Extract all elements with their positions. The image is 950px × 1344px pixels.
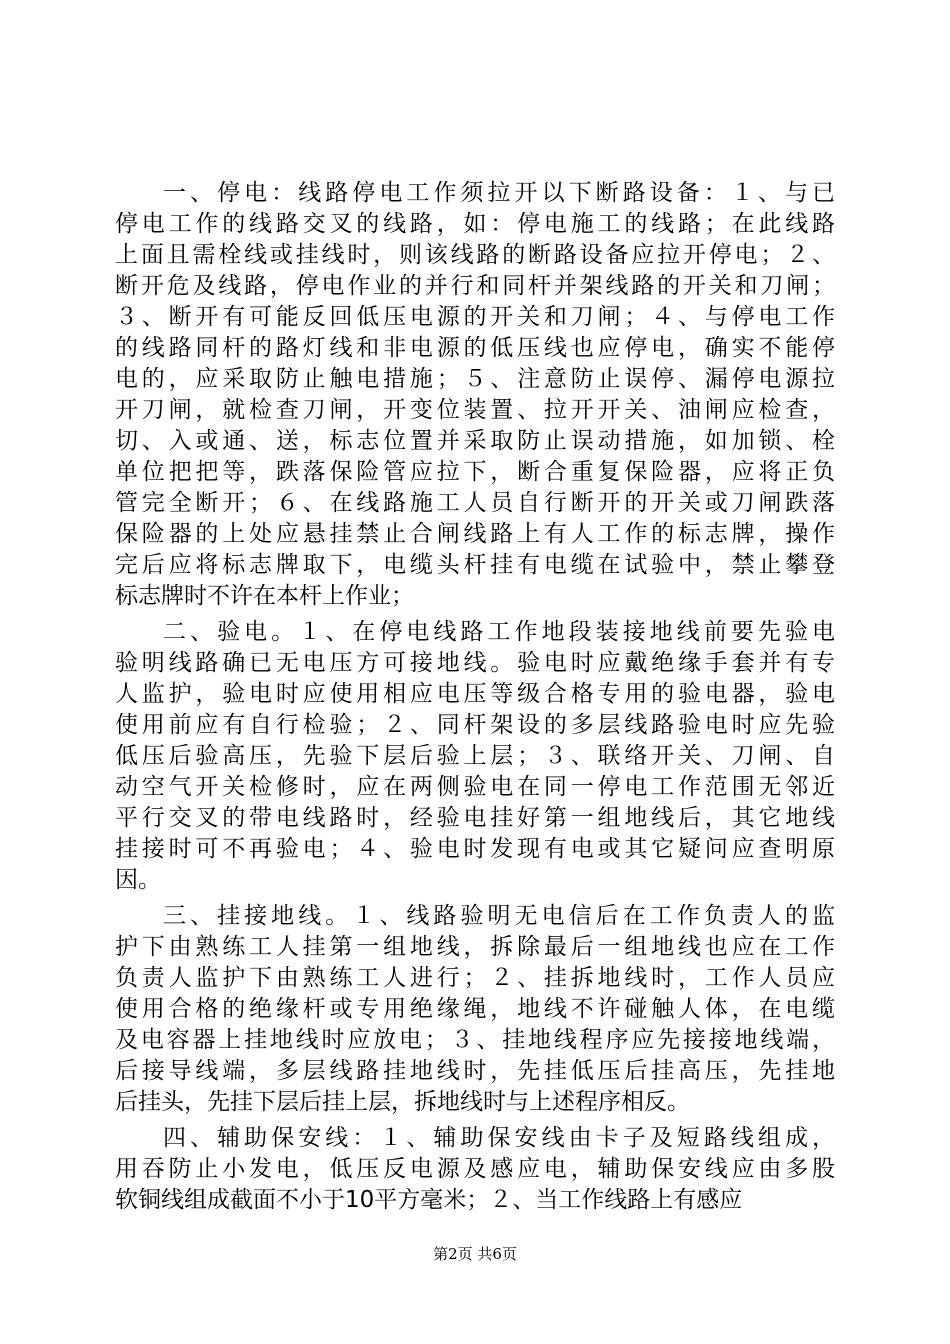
text-line: 三、挂接地线。１、线路验明无电信后在工作负责人的监 xyxy=(163,903,835,929)
text-line: 单位把把等，跌落保险管应拉下，断合重复保险器，应将正负 xyxy=(115,459,835,485)
text-line: 验明线路确已无电压方可接地线。验电时应戴绝缘手套并有专 xyxy=(115,650,835,676)
text-line: 管完全断开；６、在线路施工人员自行断开的开关或刀闸跌落 xyxy=(115,490,835,516)
text-line: 用吞防止小发电，低压反电源及感应电，辅助保安线应由多股 xyxy=(115,1156,835,1182)
paragraph-1 xyxy=(115,178,835,612)
text-line: 使用合格的绝缘杆或专用绝缘绳，地线不许碰触人体，在电缆 xyxy=(115,996,835,1022)
text-line: 因。 xyxy=(115,867,161,893)
text-line: 平行交叉的带电线路时，经验电挂好第一组地线后，其它地线 xyxy=(115,805,835,831)
paragraph-2 xyxy=(115,617,835,896)
text-line: 切、入或通、送，标志位置并采取防止误动措施，如加锁、栓 xyxy=(115,428,835,454)
text-line: 停电工作的线路交叉的线路，如：停电施工的线路；在此线路 xyxy=(115,211,835,237)
text-line: 二、验电。１、在停电线路工作地段装接地线前要先验电 xyxy=(163,619,835,645)
text-line: 的线路同杆的路灯线和非电源的低压线也应停电，确实不能停 xyxy=(115,335,835,361)
text-line: 动空气开关检修时，应在两侧验电在同一停电工作范围无邻近 xyxy=(115,774,835,800)
paragraph-4 xyxy=(115,1123,835,1216)
text-line: 完后应将标志牌取下，电缆头杆挂有电缆在试验中，禁止攀登 xyxy=(115,552,835,578)
text-line: 护下由熟练工人挂第一组地线，拆除最后一组地线也应在工作 xyxy=(115,934,835,960)
text-line: 开刀闸，就检查刀闸，开变位装置、拉开开关、油闸应检查， xyxy=(115,397,835,423)
text-line: 人监护，验电时应使用相应电压等级合格专用的验电器，验电 xyxy=(115,681,835,707)
text-line: 四、辅助保安线：１、辅助保安线由卡子及短路线组成， xyxy=(163,1125,835,1151)
text-line: 后挂头，先挂下层后挂上层，拆地线时与上述程序相反。 xyxy=(115,1089,690,1115)
text-line: 标志牌时不许在本杆上作业； xyxy=(115,583,414,609)
text-line: 电的，应采取防止触电措施；５、注意防止误停、漏停电源拉 xyxy=(115,366,835,392)
text-line: 上面且需栓线或挂线时，则该线路的断路设备应拉开停电；２、 xyxy=(115,242,835,268)
text-line: 负责人监护下由熟练工人进行；２、挂拆地线时，工作人员应 xyxy=(115,965,835,991)
text-line: 挂接时可不再验电；４、验电时发现有电或其它疑问应查明原 xyxy=(115,836,835,862)
text-line: 及电容器上挂地线时应放电；３、挂地线程序应先接接地线端， xyxy=(115,1027,835,1053)
text-line: 一、停电：线路停电工作须拉开以下断路设备：１、与已 xyxy=(163,180,835,206)
text-line: ３、断开有可能反回低压电源的开关和刀闸；４、与停电工作 xyxy=(115,304,835,330)
document-body xyxy=(115,178,835,1221)
text-line: 断开危及线路，停电作业的并行和同杆并架线路的开关和刀闸； xyxy=(115,273,835,299)
text-line: 使用前应有自行检验；２、同杆架设的多层线路验电时应先验 xyxy=(115,712,835,738)
text-line: 后接导线端，多层线路挂地线时，先挂低压后挂高压，先挂地 xyxy=(115,1058,835,1084)
text-line: 软铜线组成截面不小于10平方毫米；２、当工作线路上有感应 xyxy=(115,1187,743,1213)
page-footer: 第2页 共6页 xyxy=(433,1245,517,1263)
paragraph-3 xyxy=(115,901,835,1118)
text-line: 保险器的上处应悬挂禁止合闸线路上有人工作的标志牌，操作 xyxy=(115,521,835,547)
text-line: 低压后验高压，先验下层后验上层；３、联络开关、刀闸、自 xyxy=(115,743,835,769)
